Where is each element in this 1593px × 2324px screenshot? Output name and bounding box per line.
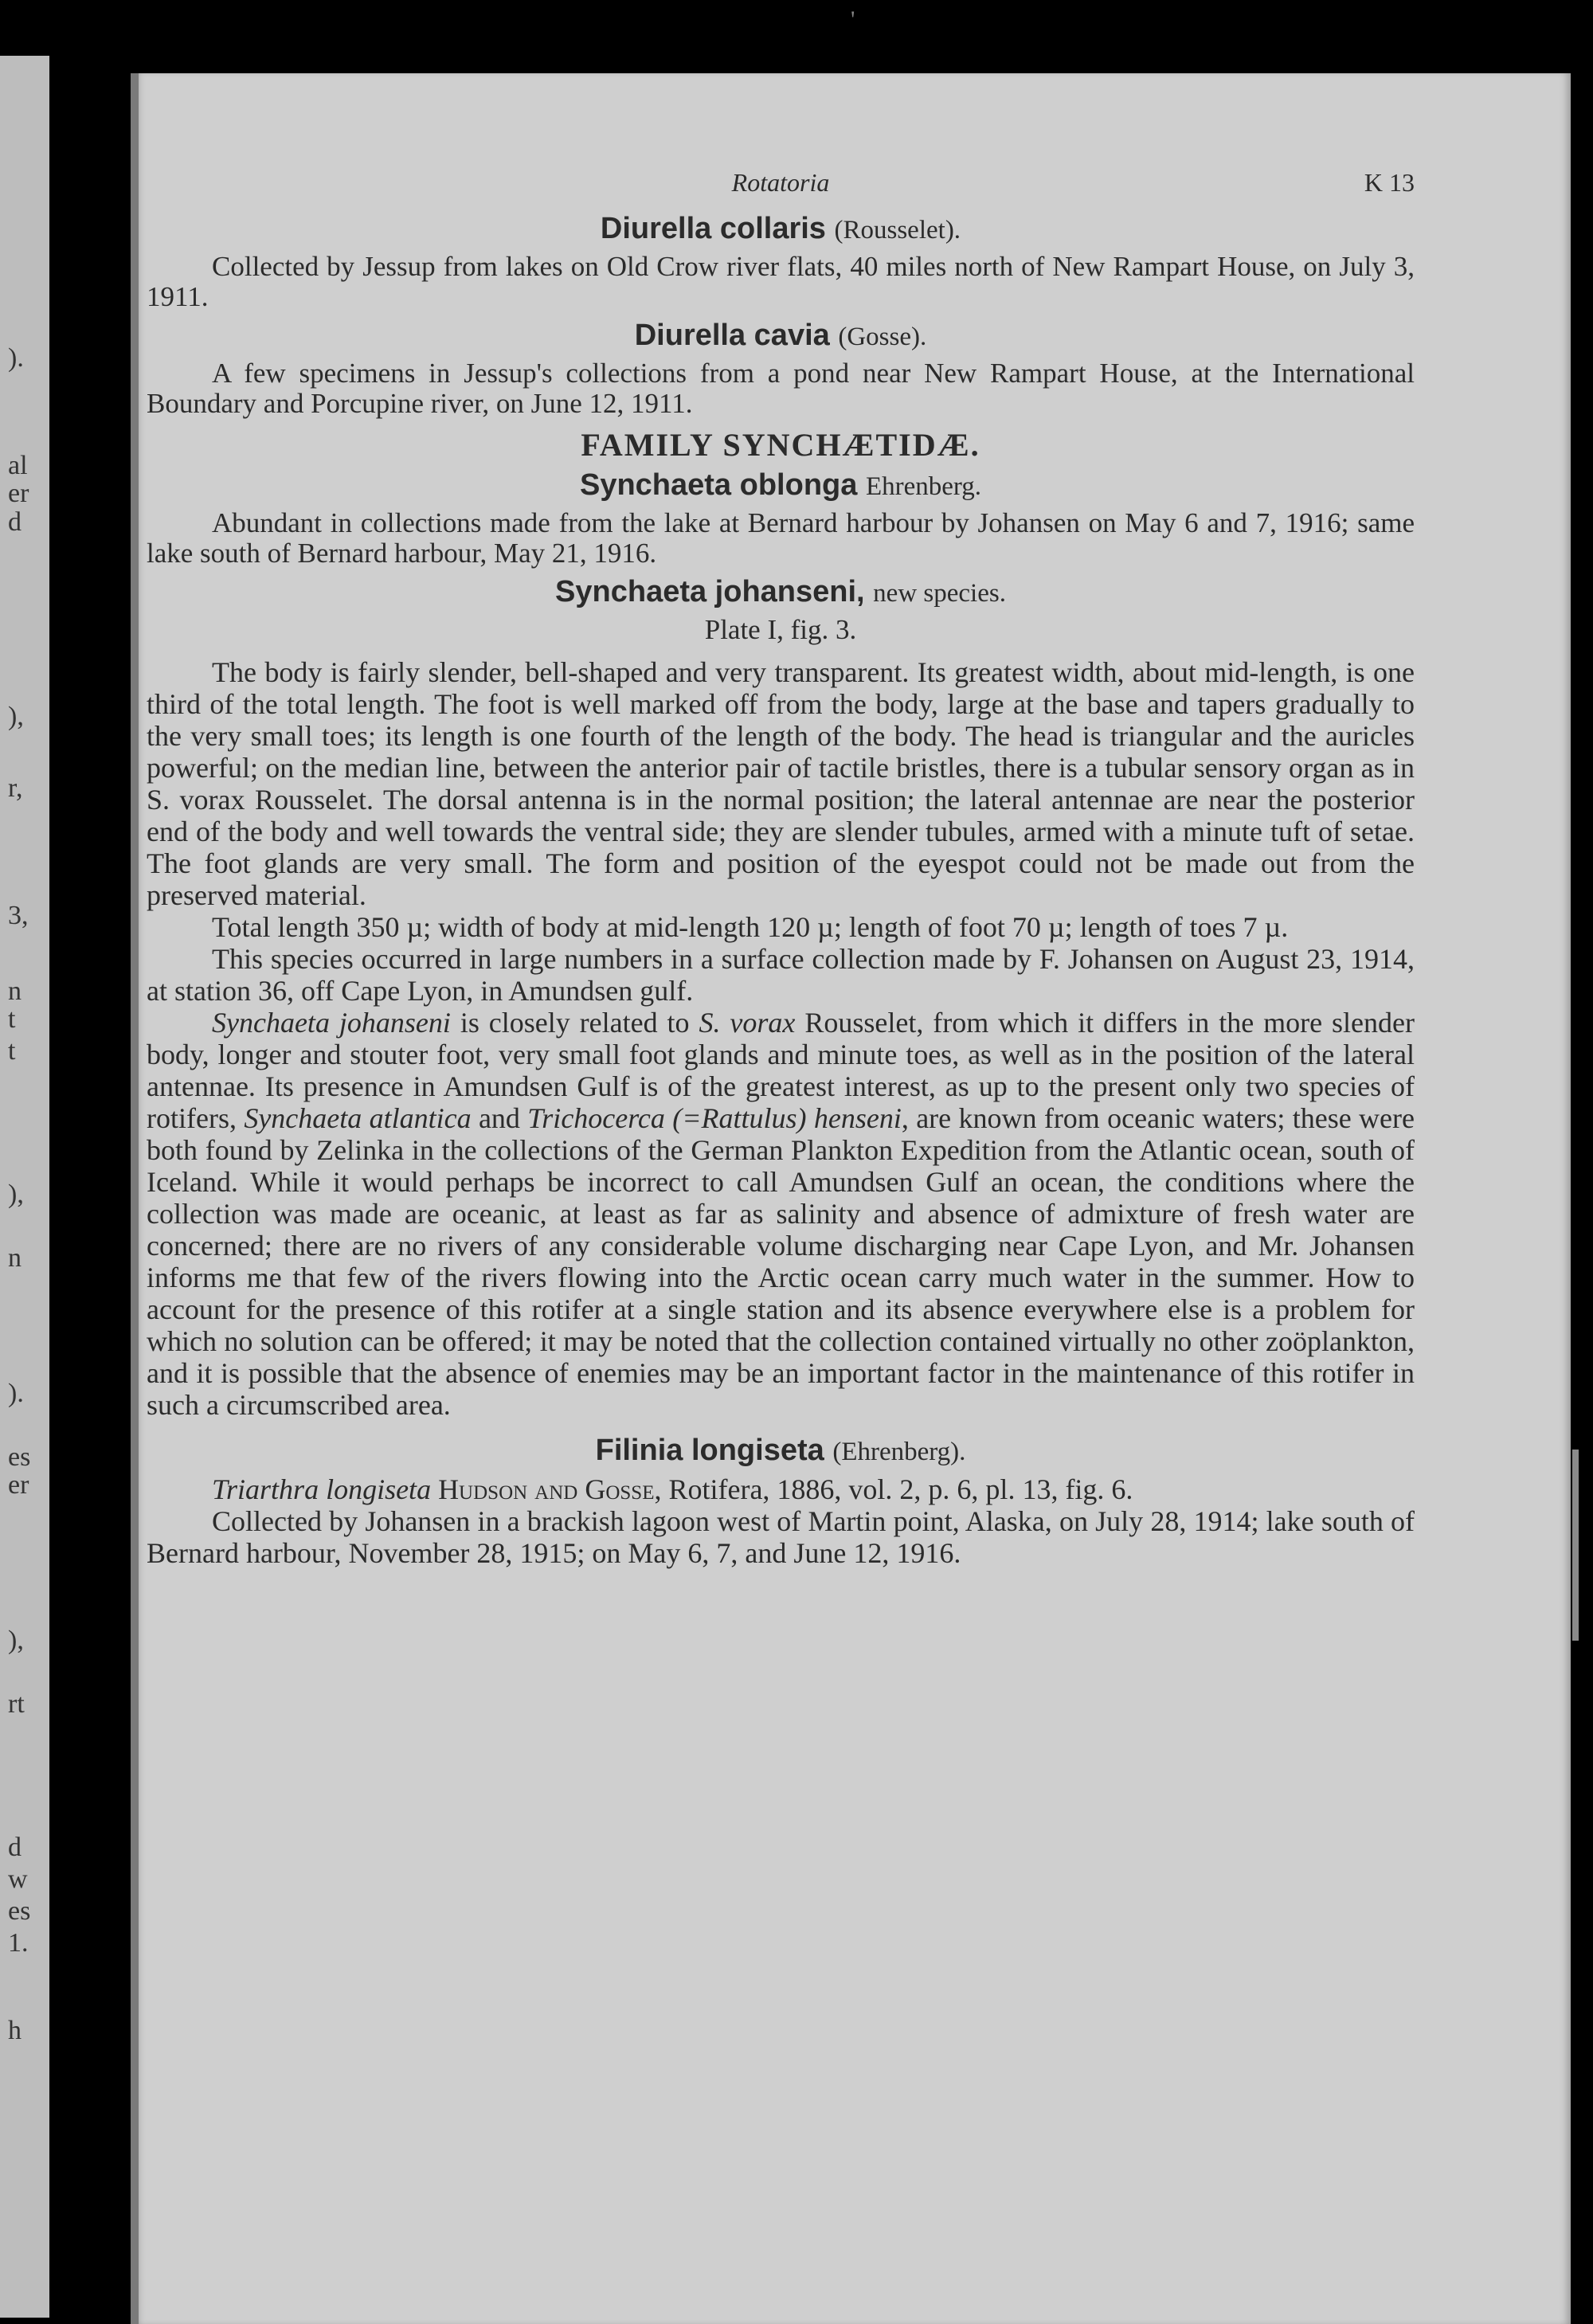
facing-page-fragment: es [8, 1442, 31, 1472]
synonym-authors: Hudson and Gosse [438, 1473, 655, 1505]
italic-species: S. vorax [699, 1007, 796, 1039]
facing-page-fragment: h [8, 2016, 22, 2045]
running-head [147, 167, 1415, 207]
page-spine [131, 73, 139, 2324]
paragraph-diurella-cavia: A few specimens in Jessup's collections from a pond near New Rampart House, at the International Boundary and Porcupine river, on June 12, 1911. [147, 358, 1415, 419]
facing-page-fragment: 3, [8, 901, 29, 930]
species-name: Synchaeta johanseni, [555, 575, 865, 608]
paragraph-description: The body is fairly slender, bell-shaped and very transparent. Its greatest width, about mid-length, is one third of the total length. The foot is well marked off from the body, large at the base and tapers gradually to the very small toes; its length is one fourth of the length of the body. The head is triangular and the auricles powerful; on the median line, between the anterior pair of tactile bristles, there is a tubular sensory organ as in S. vorax Rousselet. The dorsal antenna is in the normal position; the lateral antennae are near the posterior end of the body and well towards the ventral side; they are slender tubules, armed with a minute tuft of setae. The foot glands are very small. The form and position of the eyespot could not be made out from the preserved material. [147, 656, 1415, 911]
scan-bar [1572, 1450, 1579, 1641]
paragraph-filinia-collection: Collected by Johansen in a brackish lagoon west of Martin point, Alaska, on July 28, 1914; lake south of Bernard harbour, November 28, 1915; on May 6, 7, and June 12, 1916. [147, 1505, 1415, 1569]
facing-page-fragment: 1. [8, 1928, 29, 1958]
italic-species: Trichocerca (=Rattulus) henseni [527, 1102, 902, 1134]
species-author: new species. [873, 579, 1006, 608]
text-run: Rousselet, from which it differs in the more slender body, longer and stouter foot, very small foot glands and minute toes, as well as in the position of the lateral antennae. Its presence in Amundsen Gulf is of the greatest interest, as up to the present only two species of rotifers, [147, 1007, 1415, 1134]
text-run: , Rotifera, 1886, vol. 2, p. 6, pl. 13, fig. 6. [654, 1473, 1133, 1505]
species-author: (Gosse). [838, 323, 927, 351]
facing-page-fragment: es [8, 1896, 31, 1926]
facing-page-fragment: rt [8, 1689, 25, 1719]
paragraph-measurements: Total length 350 µ; width of body at mid-length 120 µ; length of foot 70 µ; length of toes 7 µ. [212, 911, 1289, 943]
facing-page-fragment: al [8, 451, 28, 480]
paragraph-diurella-collaris: Collected by Jessup from lakes on Old Crow river flats, 40 miles north of New Rampart House, on July 3, 1911. [147, 251, 1415, 312]
scan-mark: ' [851, 6, 855, 33]
page-number: K 13 [1364, 168, 1415, 197]
facing-page-fragment: ), [8, 1626, 24, 1655]
facing-page-fragment: d [8, 507, 22, 537]
italic-species: Synchaeta johanseni [212, 1007, 451, 1039]
facing-page-fragment: n [8, 1243, 22, 1273]
paragraph-occurrence: This species occurred in large numbers in a surface collection made by F. Johansen on August 23, 1914, at station 36, off Cape Lyon, in Amundsen gulf. [147, 943, 1415, 1007]
species-name: Diurella collaris [600, 212, 826, 245]
species-name: Filinia longiseta [595, 1434, 824, 1467]
facing-page-fragment: er [8, 479, 29, 508]
running-head-title: Rotatoria [731, 168, 830, 197]
filinia-text [147, 1473, 1415, 1569]
italic-synonym: Triarthra longiseta [212, 1473, 432, 1505]
facing-page-edge [0, 56, 49, 2318]
paragraph-synchaeta-oblonga: Abundant in collections made from the lake at Bernard harbour by Johansen on May 6 and 7, 1916; same lake south of Bernard harbour, May 21, 1916. [147, 507, 1415, 569]
facing-page-fragment: n [8, 976, 22, 1006]
facing-page-fragment: t [8, 1036, 16, 1066]
facing-page-fragment: er [8, 1470, 29, 1500]
species-author: (Rousselet). [834, 216, 961, 245]
italic-species: Synchaeta atlantica [244, 1102, 472, 1134]
family-heading: FAMILY SYNCHÆTIDÆ. [581, 427, 980, 463]
species-heading-diurella-collaris [147, 213, 1415, 245]
paragraph-discussion [147, 1007, 1415, 1421]
species-heading-synchaeta-oblonga [147, 470, 1415, 502]
species-name: Diurella cavia [634, 319, 830, 352]
facing-page-fragment: t [8, 1004, 16, 1034]
facing-page-fragment: ), [8, 1180, 24, 1209]
text-run: , are known from oceanic waters; these were both found by Zelinka in the collections of the German Plankton Expedition from the Atlantic ocean, south of Iceland. While it would perhaps be incorrect to call Amundsen Gulf an ocean, the conditions where the collection was made are oceanic, at least as far as salinity and absence of admixture of fresh water are concerned; there are no rivers of any considerable volume discharging near Cape Lyon, and Mr. Johansen informs me that few of the rivers flowing into the Arctic ocean carry much water in the summer. How to account for the presence of this rotifer at a single station and its absence everywhere else is a problem for which no solution can be offered; it may be noted that the collection contained virtually no other zoöplankton, and it is possible that the absence of enemies may be an important factor in the maintenance of this rotifer in such a circumscribed area. [147, 1102, 1415, 1421]
facing-page-fragment: ). [8, 1379, 24, 1408]
text-run: and [471, 1102, 528, 1134]
species-name: Synchaeta oblonga [579, 468, 858, 502]
facing-page-fragment: ), [8, 702, 24, 731]
facing-page-fragment: ). [8, 343, 24, 373]
species-author: (Ehrenberg). [832, 1438, 966, 1466]
species-heading-synchaeta-johanseni [147, 577, 1415, 608]
johanseni-description [147, 656, 1415, 1421]
page-content [147, 167, 1415, 1569]
facing-page-fragment: r, [8, 773, 23, 803]
plate-reference: Plate I, fig. 3. [704, 614, 857, 645]
species-heading-diurella-cavia [147, 320, 1415, 352]
paragraph-synonymy [147, 1473, 1415, 1505]
species-heading-filinia-longiseta [147, 1435, 1415, 1467]
facing-page-fragment: w [8, 1864, 28, 1894]
text-run: is closely related to [450, 1007, 699, 1039]
facing-page-fragment: d [8, 1833, 22, 1862]
species-author: Ehrenberg. [865, 472, 982, 501]
